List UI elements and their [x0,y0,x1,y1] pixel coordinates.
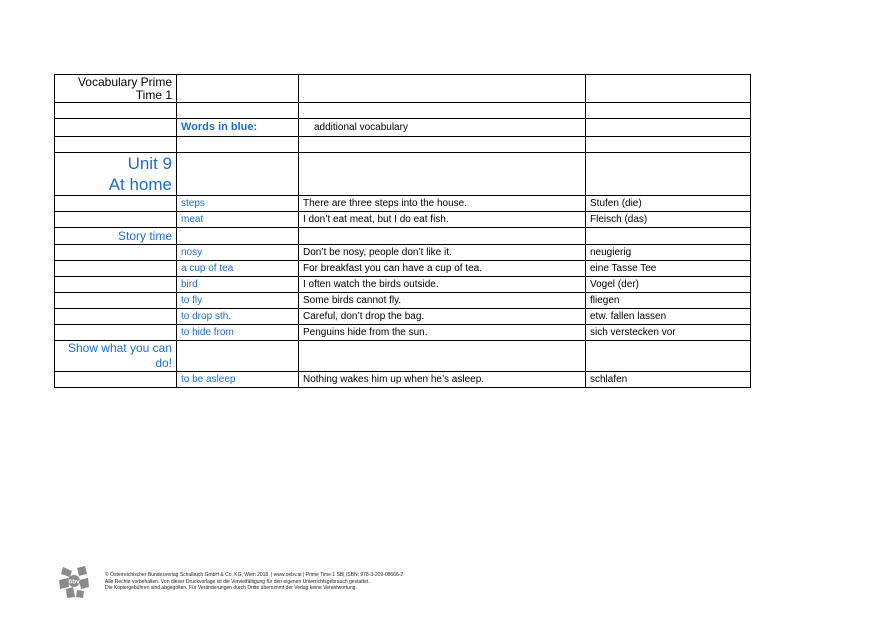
unit-heading [55,153,177,196]
legend-value: additional vocabulary [299,119,586,137]
vocab-word: a cup of tea [177,261,299,277]
table-row [55,372,751,388]
example-sentence: Penguins hide from the sun. [299,325,586,341]
vocab-word: to fly [177,293,299,309]
table-row [55,261,751,277]
section-heading-story-time: Story time [55,228,177,245]
unit-title: At home [108,175,172,194]
document-title-line2: Time 1 [135,87,172,102]
unit-number: Unit 9 [127,154,172,173]
unit-row [55,153,751,196]
translation: Fleisch (das) [586,212,751,228]
legend-row [55,119,751,137]
section-heading-show-what-you-can-do: Show what you can do! [55,341,177,372]
translation: schlafen [586,372,751,388]
vocab-word: bird [177,277,299,293]
section-row [55,341,751,372]
oebv-logo-icon [57,565,91,599]
copyright-notice: © Österreichischer Bundesverlag Schulbuch GmbH & Co. KG, Wien 2018. | www.oebv.at | Prime Time 1 SB| ISBN: 978-3-209-08666-2 Alle Rechte vorbehalten. Von dieser Druckvorlage ist die Vervielfältigung für den eigenen Unterrichtsgebrauch gestattet. Die Kopiergebühren sind abgegolten. Für Veränderungen durch Dritte übernimmt der Verlag keine Verantwortung. [105,572,404,591]
legend-key: Words in blue: [177,119,299,137]
table-row [55,196,751,212]
example-sentence: Nothing wakes him up when he’s asleep. [299,372,586,388]
vocab-word: meat [177,212,299,228]
example-sentence: Don’t be nosy, people don’t like it. [299,245,586,261]
title-cell [55,75,177,103]
example-sentence: Some birds cannot fly. [299,293,586,309]
vocab-word: to drop sth. [177,309,299,325]
translation: fliegen [586,293,751,309]
translation: sich verstecken vor [586,325,751,341]
table-row [55,245,751,261]
translation: etw. fallen lassen [586,309,751,325]
vocab-word: to be asleep [177,372,299,388]
table-row [55,293,751,309]
spacer-row [55,137,751,153]
translation: neugierig [586,245,751,261]
table-row [55,277,751,293]
vocab-word: to hide from [177,325,299,341]
table-row [55,325,751,341]
vocab-word: steps [177,196,299,212]
logo-text: öbv [68,578,80,586]
spacer-row [55,103,751,119]
title-row [55,75,751,103]
vocab-word: nosy [177,245,299,261]
section-row [55,228,751,245]
translation: eine Tasse Tee [586,261,751,277]
vocabulary-table [54,74,751,388]
example-sentence: Careful, don’t drop the bag. [299,309,586,325]
example-sentence: There are three steps into the house. [299,196,586,212]
example-sentence: I often watch the birds outside. [299,277,586,293]
document-title-line1: Vocabulary Prime [77,74,172,89]
example-sentence: I don’t eat meat, but I do eat fish. [299,212,586,228]
example-sentence: For breakfast you can have a cup of tea. [299,261,586,277]
translation: Vogel (der) [586,277,751,293]
table-row [55,309,751,325]
page-footer [57,565,457,599]
table-row [55,212,751,228]
translation: Stufen (die) [586,196,751,212]
